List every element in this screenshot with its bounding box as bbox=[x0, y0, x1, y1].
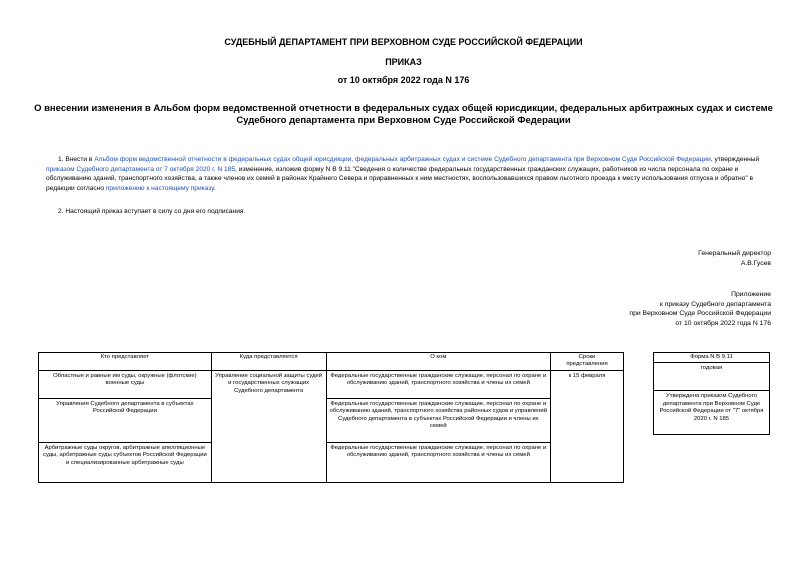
signature-title: Генеральный директор bbox=[698, 250, 771, 257]
form-box-header-row bbox=[654, 353, 770, 363]
doc-title bbox=[30, 103, 777, 127]
header-deadline bbox=[551, 353, 624, 371]
doc-type: ПРИКАЗ bbox=[385, 57, 422, 67]
signature-block bbox=[571, 249, 771, 268]
paragraph-1 bbox=[46, 155, 771, 193]
doc-title-line-1: О внесении изменения в Альбом форм ведомственной отчетности в федеральных судах общей юрисдикции, федеральных арбитражных судах и системе bbox=[34, 103, 773, 114]
doc-date-number: от 10 октября 2022 года N 176 bbox=[337, 75, 470, 85]
header-deadline-line-1: Сроки bbox=[578, 354, 596, 360]
organization-title: СУДЕБНЫЙ ДЕПАРТАМЕНТ ПРИ ВЕРХОВНОМ СУДЕ РОССИЙСКОЙ ФЕДЕРАЦИИ bbox=[224, 37, 583, 47]
header-about: О ком bbox=[326, 353, 551, 371]
form-number: Форма N В 9.11 bbox=[654, 353, 770, 363]
form-period: годовая bbox=[654, 363, 770, 391]
cell-where: Управление социальной защиты судей и государственных служащих Судебного департамента bbox=[211, 370, 326, 482]
reporting-table bbox=[38, 352, 624, 483]
order-2020-link[interactable]: приказом Судебного департамента от 7 октября 2020 г. N 185 bbox=[46, 165, 236, 173]
form-box-period-row bbox=[654, 363, 770, 391]
paragraph-1-end: . bbox=[213, 184, 216, 192]
paragraph-1-text-a: , утвержденный bbox=[710, 156, 760, 163]
cell-who: Арбитражные суды округов, арбитражные апелляционные суды, арбитражные суды субъектов Российской Федерации и специализированные арбитражные суды bbox=[39, 442, 212, 482]
table-row bbox=[39, 398, 624, 442]
header-deadline-line-2: представления bbox=[566, 361, 608, 368]
cell-who: Областные и равные им суды, окружные (флотские) военные суды bbox=[39, 370, 212, 398]
header-where: Куда представляется bbox=[211, 353, 326, 371]
appendix-line-3: при Верховном Суде Российской Федерации bbox=[629, 310, 771, 318]
cell-about: Федеральные государственные гражданские служащие, персонал по охране и обслуживанию зданий, транспортного хозяйства и члены их семей bbox=[326, 370, 551, 398]
signature-name: А.В.Гусев bbox=[740, 259, 771, 267]
form-approved: Утверждена приказом Судебного департамента при Верховном Суде Российской Федерации от "7" октября 2020 г. N 185 bbox=[654, 391, 770, 435]
album-link[interactable]: Альбом форм ведомственной отчетности в федеральных судах общей юрисдикции, федеральных арбитражных судах и системе Судебного департамента при Верховном Суде Российской Федерации bbox=[94, 156, 711, 163]
cell-about: Федеральные государственные гражданские служащие, персонал по охране и обслуживанию зданий, транспортного хозяйства районных судов и управлений Судебного департамента в субъектах Российской Федерации и члены их семей bbox=[326, 398, 551, 442]
header-who: Кто представляет bbox=[39, 353, 212, 371]
form-box-approved-row bbox=[654, 391, 770, 435]
paragraph-1-prefix: 1. Внести в bbox=[58, 156, 95, 163]
cell-who: Управления Судебного департамента в субъектах Российской Федерации bbox=[39, 398, 212, 442]
form-box bbox=[653, 352, 770, 435]
cell-about: Федеральные государственные гражданские служащие, персонал по охране и обслуживанию зданий, транспортного хозяйства и члены их семей bbox=[326, 442, 551, 482]
appendix-link[interactable]: приложению к настоящему приказу bbox=[105, 184, 214, 192]
cell-deadline: к 15 февраля bbox=[551, 370, 624, 482]
appendix-line-1: Приложение bbox=[731, 291, 771, 298]
appendix-line-2: к приказу Судебного департамента bbox=[659, 300, 771, 308]
table-row bbox=[39, 442, 624, 482]
doc-title-line-2: Судебного департамента при Верховном Суде Российской Федерации bbox=[236, 115, 571, 126]
paragraph-1-text-b: , изменение, изложив форму N В 9.11 "Сведения о количестве федеральных государственных гражданских служащих, работников из числа персонала по охране и обслуживанию зданий, транспортного хозяйства, а также членов их семей в районах Крайнего Севера и приравненных к ним местностях, воспользовавшихся правом льготного проезда к месту использования отпуска и обратно" в редакции согласно bbox=[46, 165, 754, 192]
appendix-block bbox=[511, 290, 771, 328]
table-header-row bbox=[39, 353, 624, 371]
paragraph-2: 2. Настоящий приказ вступает в силу со дня его подписания. bbox=[58, 208, 246, 215]
appendix-line-4: от 10 октября 2022 года N 176 bbox=[675, 319, 771, 327]
table-row bbox=[39, 370, 624, 398]
